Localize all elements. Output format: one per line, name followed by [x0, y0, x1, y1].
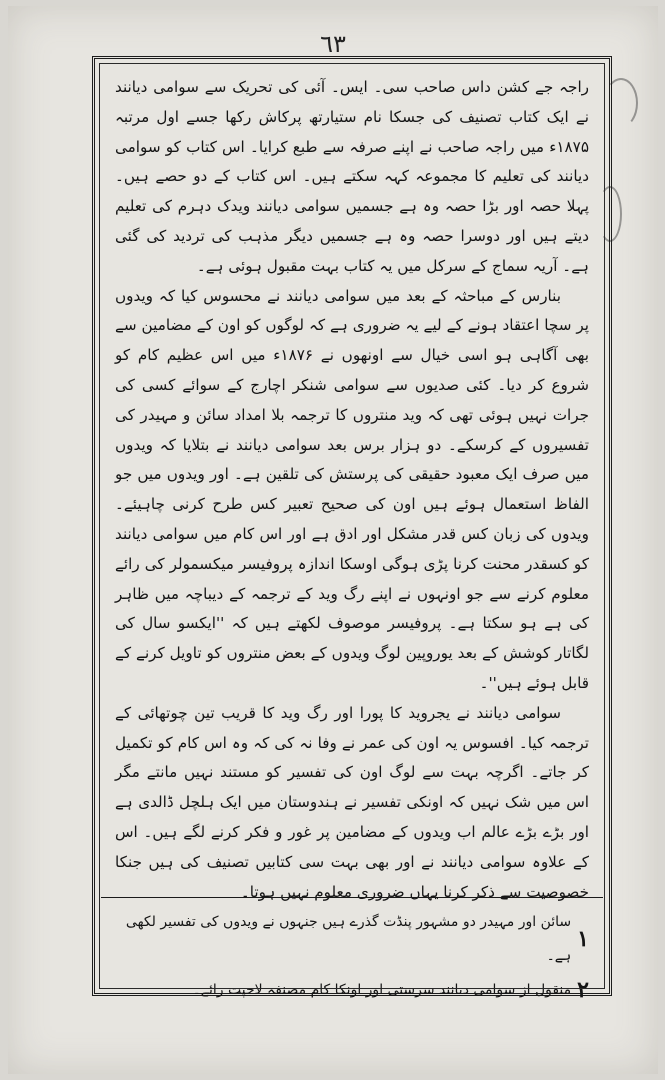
footnote-text: سائن اور مہیدر دو مشہور پنڈت گذرے ہیں جنہوں نے ویدوں کی تفسیر لکھی ہے۔: [125, 914, 572, 964]
text-frame: [92, 56, 612, 1003]
footnote-divider: [101, 897, 603, 898]
paragraph-2: بنارس کے مباحثہ کے بعد میں سوامی دیانند نے محسوس کیا کہ ویدوں پر سچا اعتقاد ہونے کے لیے یہ ضروری ہے کہ لوگوں کو اون کے مضامین سے بھی آگاہی ہو اسی خیال سے اونھوں نے ۱۸۷۶ء میں اس عظیم کام کو شروع کر دیا۔ کئی صدیوں سے سوامی شنکر اچارج کے سوائے کسی کی جرات نہیں ہوئی تھی کہ وید منتروں کا ترجمہ بلا امداد سائن و مہیدر کی تفسیروں کے کرسکے۔ دو ہزار برس بعد سوامی دیانند نے بتلایا کہ ویدوں میں صرف ایک معبود حقیقی کی پرستش کی تلقین ہے۔ اور ویدوں میں جو الفاظ استعمال ہوئے ہیں اون کی صحیح تعبیر کس طرح کرنی چاہیئے۔ ویدوں کی زبان کس قدر مشکل اور ادق ہے اور اس کام میں سوامی دیانند کو کسقدر محنت کرنا پڑی ہوگی اوسکا اندازہ پروفیسر میکسمولر کی رائے معلوم کرنے سے جو اونہوں نے اپنے رگ وید کے ترجمہ کے دیباچہ میں ظاہر کی ہے ہو سکتا ہے۔ پروفیسر موصوف لکھتے ہیں کہ ''ایکسو سال کی لگاتار کوشش کے بعد یوروپین لوگ ویدوں کے بعض منتروں کو تاویل کرنے کے قابل ہوئے ہیں''۔: [115, 286, 589, 692]
footnote-1: [115, 905, 589, 973]
paragraph-3: سوامی دیانند نے یجروید کا پورا اور رگ وید کا قریب تین چوتھائی کے ترجمہ کیا۔ افسوس یہ اون کی عمر نے وفا نہ کی کہ وہ اس کام کو تکمیل کر جاتے۔ اگرچہ بہت سے لوگ اون کی تفسیر کو مستند نہیں مانتے مگر اس میں شک نہیں کہ اونکی تفسیر نے ہندوستان میں ایک ہلچل ڈالدی ہے اور بڑے بڑے عالم اب ویدوں کے مضامین پر غور و فکر کرنے لگے ہیں۔ اس کے علاوہ سوامی دیانند نے اور بھی بہت سی کتابیں تصنیف کی ہیں جنکا خصوصیت سے ذکر کرنا یہاں ضروری معلوم نہیں ہوتا۔: [115, 703, 589, 901]
main-text: [115, 73, 589, 907]
footnotes: [115, 905, 589, 1007]
page: [8, 6, 658, 1074]
footnote-2: [115, 973, 589, 1007]
footnote-text: منقول از سوامی دیانند سرستی اور اونکا کام مصنفہ لاجپت رائے۔: [192, 982, 572, 998]
footnote-marker: ٢: [577, 977, 589, 1003]
paragraph-1: راجہ جے کشن داس صاحب سی۔ ایس۔ آئی کی تحریک سے سوامی دیانند نے ایک کتاب تصنیف کی جسکا نام ستیارتھ پرکاش رکھا جسے اول مرتبہ ۱۸۷۵ء میں راجہ صاحب نے اپنے صرفہ سے طبع کرایا۔ اس کتاب کو سوامی دیانند کی تعلیم کا مجموعہ کہہ سکتے ہیں۔ اس کتاب کے دو حصے ہیں۔ پہلا حصہ اور بڑا حصہ وہ ہے جسمیں سوامی دیانند ویدک دہرم کی تعلیم دیتے ہیں اور دوسرا حصہ وہ ہے جسمیں دیگر مذہب کی تردید کی گئی ہے۔ آریہ سماج کے سرکل میں یہ کتاب بہت مقبول ہوئی ہے۔: [115, 78, 589, 275]
page-number: ٦٣: [320, 30, 346, 58]
footnote-marker: ١: [577, 926, 589, 952]
